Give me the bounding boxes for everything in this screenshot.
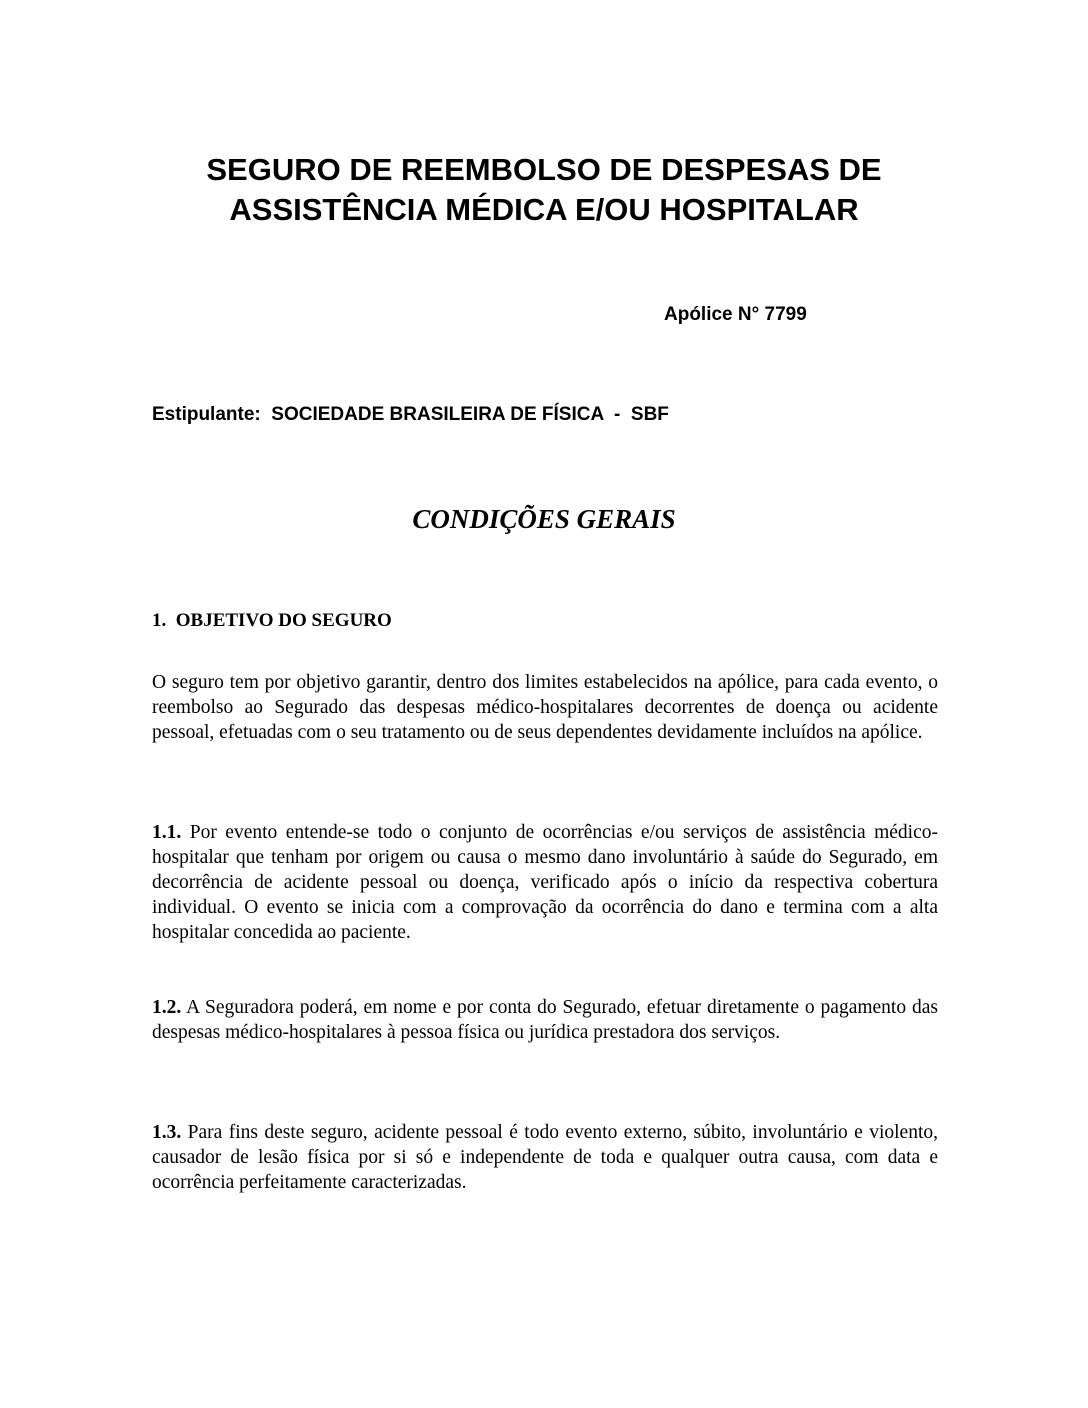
stipulant-line: Estipulante: SOCIEDADE BRASILEIRA DE FÍSICA - SBF [152,404,669,425]
clause-number: 1.1. [152,822,182,843]
section-intro-paragraph: O seguro tem por objetivo garantir, dentro dos limites estabelecidos na apólice, para cada evento, o reembolso ao Segurado das despesas médico-hospitalares decorrentes de doença ou acidente pessoal, efetuadas com o seu tratamento ou de seus dependentes devidamente incluídos na apólice. [152,672,938,743]
clause-paragraph [152,820,938,945]
title-line-2: ASSISTÊNCIA MÉDICA E/OU HOSPITALAR [229,192,859,227]
policy-number: Apólice N° 7799 [664,304,807,325]
clause-number: 1.3. [152,1122,182,1143]
clause-number: 1.2. [152,997,182,1018]
document-title [0,150,1088,230]
clause-text: A Seguradora poderá, em nome e por conta do Segurado, efetuar diretamente o pagamento das despesas médico-hospitalares à pessoa física ou jurídica prestadora dos serviços. [152,997,938,1043]
title-line-1: SEGURO DE REEMBOLSO DE DESPESAS DE [206,152,882,187]
conditions-heading: CONDIÇÕES GERAIS [412,504,676,534]
clause-paragraph [152,995,938,1045]
clause-paragraph [152,1120,938,1195]
clause-text: Por evento entende-se todo o conjunto de ocorrências e/ou serviços de assistência médico-hospitalar que tenham por origem ou causa o mesmo dano involuntário à saúde do Segurado, em decorrência de acidente pessoal ou doença, verificado após o início da respectiva cobertura individual. O evento se inicia com a comprovação da ocorrência do dano e termina com a alta hospitalar concedida ao paciente. [152,822,938,943]
section-heading: 1. OBJETIVO DO SEGURO [152,610,392,631]
clause-text: Para fins deste seguro, acidente pessoal é todo evento externo, súbito, involuntário e violento, causador de lesão física por si só e independente de toda e qualquer outra causa, com data e ocorrência perfeitamente caracterizadas. [152,1122,938,1193]
